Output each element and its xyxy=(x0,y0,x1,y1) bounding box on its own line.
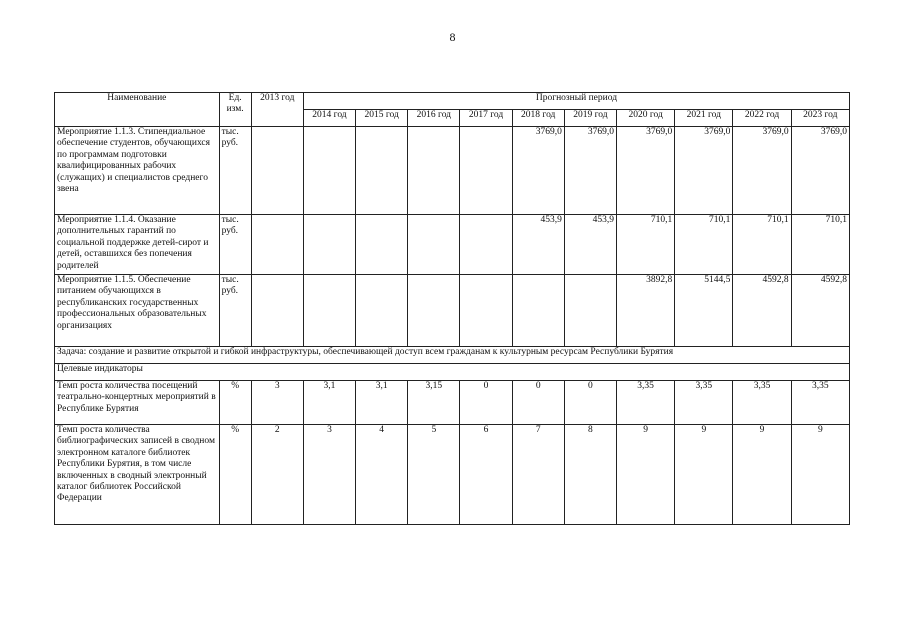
row-value: 710,1 xyxy=(733,215,791,275)
row-value xyxy=(564,275,616,347)
targets-heading: Целевые индикаторы xyxy=(55,364,850,381)
task-row: Задача: создание и развитие открытой и гибкой инфраструктуры, обеспечивающей доступ всем гражданам к культурным ресурсам Республики Бурятия xyxy=(55,347,850,364)
row-value: 710,1 xyxy=(617,215,675,275)
row-value: 5144,5 xyxy=(675,275,733,347)
col-header-year: 2018 год xyxy=(512,110,564,127)
row-unit: тыс. руб. xyxy=(219,215,251,275)
row-value xyxy=(251,275,303,347)
row-value: 0 xyxy=(512,381,564,425)
row-value: 710,1 xyxy=(791,215,849,275)
row-value xyxy=(460,127,512,215)
row-unit: тыс. руб. xyxy=(219,275,251,347)
col-header-forecast: Прогнозный период xyxy=(303,93,849,110)
row-value: 453,9 xyxy=(512,215,564,275)
row-value: 3769,0 xyxy=(512,127,564,215)
row-unit: % xyxy=(219,381,251,425)
row-value: 453,9 xyxy=(564,215,616,275)
row-value xyxy=(356,127,408,215)
row-value: 3 xyxy=(251,381,303,425)
row-value: 710,1 xyxy=(675,215,733,275)
row-value: 9 xyxy=(733,425,791,525)
row-name: Темп роста количества посещений театрально-концертных мероприятий в Республике Бурятия xyxy=(55,381,220,425)
table-row xyxy=(55,127,850,215)
row-value: 8 xyxy=(564,425,616,525)
row-name: Мероприятие 1.1.3. Стипендиальное обеспечение студентов, обучающихся по программам подготовки квалифицированных рабочих (служащих) и специалистов среднего звена xyxy=(55,127,220,215)
col-header-name: Наименование xyxy=(55,93,220,127)
table-row xyxy=(55,347,850,364)
row-value xyxy=(251,127,303,215)
col-header-year: 2021 год xyxy=(675,110,733,127)
row-value: 3,35 xyxy=(617,381,675,425)
table-row xyxy=(55,425,850,525)
col-header-year: 2015 год xyxy=(356,110,408,127)
row-value: 0 xyxy=(460,381,512,425)
row-value xyxy=(251,215,303,275)
col-header-year: 2017 год xyxy=(460,110,512,127)
col-header-year: 2019 год xyxy=(564,110,616,127)
col-header-year: 2023 год xyxy=(791,110,849,127)
row-name: Темп роста количества библиографических записей в сводном электронном каталоге библиотек Республики Бурятия, в том числе включенных в сводный электронный каталог библиотек Российской Федерации xyxy=(55,425,220,525)
row-value: 3892,8 xyxy=(617,275,675,347)
col-header-base-year: 2013 год xyxy=(251,93,303,127)
row-value: 4 xyxy=(356,425,408,525)
row-value: 9 xyxy=(791,425,849,525)
row-unit: тыс. руб. xyxy=(219,127,251,215)
row-value: 9 xyxy=(675,425,733,525)
row-value: 9 xyxy=(617,425,675,525)
row-value: 2 xyxy=(251,425,303,525)
col-header-year: 2020 год xyxy=(617,110,675,127)
row-value: 7 xyxy=(512,425,564,525)
row-name: Мероприятие 1.1.4. Оказание дополнительных гарантий по социальной поддержке детей-сирот и детей, оставшихся без попечения родителей xyxy=(55,215,220,275)
col-header-year: 2014 год xyxy=(303,110,355,127)
row-value: 3,1 xyxy=(356,381,408,425)
row-value: 3769,0 xyxy=(791,127,849,215)
row-value: 3,15 xyxy=(408,381,460,425)
row-value: 3769,0 xyxy=(617,127,675,215)
row-value: 3769,0 xyxy=(733,127,791,215)
table-row xyxy=(55,275,850,347)
row-value: 0 xyxy=(564,381,616,425)
table-row xyxy=(55,364,850,381)
row-value: 4592,8 xyxy=(791,275,849,347)
row-value xyxy=(303,215,355,275)
program-table xyxy=(54,92,850,525)
row-value: 3,1 xyxy=(303,381,355,425)
row-value: 3 xyxy=(303,425,355,525)
row-value: 6 xyxy=(460,425,512,525)
table-row xyxy=(55,215,850,275)
col-header-year: 2016 год xyxy=(408,110,460,127)
row-value xyxy=(460,215,512,275)
row-value xyxy=(356,215,408,275)
row-value: 3,35 xyxy=(675,381,733,425)
row-value xyxy=(408,127,460,215)
row-value: 3,35 xyxy=(733,381,791,425)
row-value xyxy=(356,275,408,347)
row-name: Мероприятие 1.1.5. Обеспечение питанием обучающихся в республиканских государственных профессиональных образовательных организациях xyxy=(55,275,220,347)
row-value: 3769,0 xyxy=(675,127,733,215)
row-unit: % xyxy=(219,425,251,525)
row-value xyxy=(460,275,512,347)
row-value: 3769,0 xyxy=(564,127,616,215)
row-value xyxy=(303,275,355,347)
page-number: 8 xyxy=(449,30,456,44)
row-value: 5 xyxy=(408,425,460,525)
row-value xyxy=(303,127,355,215)
row-value xyxy=(408,275,460,347)
row-value: 3,35 xyxy=(791,381,849,425)
col-header-unit: Ед. изм. xyxy=(219,93,251,127)
col-header-year: 2022 год xyxy=(733,110,791,127)
row-value xyxy=(512,275,564,347)
table-row xyxy=(55,381,850,425)
row-value: 4592,8 xyxy=(733,275,791,347)
row-value xyxy=(408,215,460,275)
